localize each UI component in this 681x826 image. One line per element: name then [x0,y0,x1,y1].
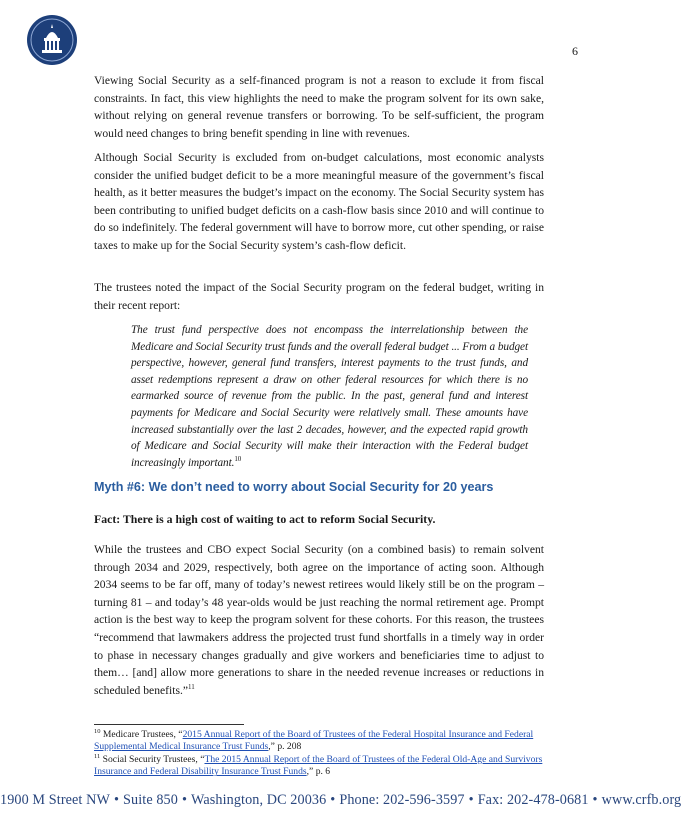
footnote-prefix: Medicare Trustees, “ [102,729,183,740]
footnote-number: 11 [94,752,101,760]
footnote-prefix: Social Security Trustees, “ [102,754,205,765]
footer-separator: • [181,792,188,808]
footnote-link-medicare-report[interactable]: 2015 Annual Report of the Board of Trustees of the Federal Hospital Insurance and Federal Supplemental Medical Insurance Trust Funds [94,729,534,753]
page-number: 6 [572,44,578,58]
paragraph-cost-of-waiting-text: While the trustees and CBO expect Social Security (on a combined basis) to remain solvent through 2034 and 2029, respectively, both agree on the importance of acting soon. Although 2034 seems to be far off, many of today’s newest retirees would likely still be on the program – turning 81 – and today’s 48 year-olds would be just reaching the normal retirement age. Prompt action is the best way to keep the program solvent for these cohorts. For this reason, the trustees “recommend that lawmakers address the projected trust fund shortfalls in a timely way in order to phase in necessary changes gradually and give workers and beneficiaries time to adjust to them… [and] allow more generations to share in the needed revenue increases or reductions in scheduled benefits.” [94,543,544,697]
footnote-suffix: ,” p. 6 [306,766,331,778]
fact-statement: Fact: There is a high cost of waiting to act to reform Social Security. [94,512,436,526]
footnote-divider [94,724,244,725]
footer-suite: Suite 850 [123,792,178,808]
footnote-ref-11: 11 [188,682,195,691]
footnote-11 [94,754,546,779]
myth-heading: Myth #6: We don’t need to worry about Social Security for 20 years [94,480,494,494]
paragraph-cost-of-waiting [94,541,544,699]
footer-separator: • [468,792,474,808]
footer-separator: • [330,792,336,808]
crfb-logo-icon [26,14,78,66]
footnote-suffix: ,” p. 208 [268,741,302,753]
footnote-10 [94,729,546,754]
page-footer [0,792,681,809]
footer-website-link[interactable]: www.crfb.org [601,792,681,808]
footer-separator: • [113,792,120,808]
footer-phone: Phone: 202-596-3597 [339,792,465,808]
footer-city: Washington, DC 20036 [191,792,327,808]
footnote-link-social-security-report[interactable]: The 2015 Annual Report of the Board of Trustees of the Federal Old-Age and Survivors Insurance and Federal Disability Insurance Trust Funds [94,754,543,778]
trustees-quote [131,322,528,471]
footer-fax: Fax: 202-478-0681 [477,792,589,808]
footer-address: 1900 M Street NW [0,792,110,808]
paragraph-self-financed: Viewing Social Security as a self-financed program is not a reason to exclude it from fiscal constraints. In fact, this view highlights the need to make the program solvent for its own sake, without relying on general revenue transfers or borrowing. To be self-sufficient, the program would need changes to bring benefit spending in line with revenues. [94,74,544,140]
footnote-ref-10: 10 [234,454,242,463]
paragraph-trustees-noted: The trustees noted the impact of the Social Security program on the federal budget, writing in their recent report: [94,281,544,312]
footnote-number: 10 [94,727,101,735]
quote-text: The trust fund perspective does not encompass the interrelationship between the Medicare and Social Security trust funds and the overall federal budget ... From a budget perspective, however, general fund transfers, interest payments to the trust funds, and asset redemptions represent a draw on other federal resources for which there is no earmarked source of revenue from the public. In the past, general fund and interest payments for Medicare and Social Security were relatively small. These amounts have increased substantially over the last 2 decades, however, and the expected rapid growth of Medicare and Social Security will make their interaction with the Federal budget increasingly important. [131,324,528,469]
footer-separator: • [592,792,598,808]
paragraph-unified-budget: Although Social Security is excluded from on-budget calculations, most economic analysts consider the unified budget deficit to be a more meaningful measure of the government’s fiscal health, as it better measures the budget’s impact on the economy. The Social Security system has been contributing to unified budget deficits on a cash-flow basis since 2010 and will continue to do so indefinitely. The federal government will have to borrow more, cut other spending, or raise taxes to make up for the Social Security system’s cash-flow deficit. [94,151,544,252]
